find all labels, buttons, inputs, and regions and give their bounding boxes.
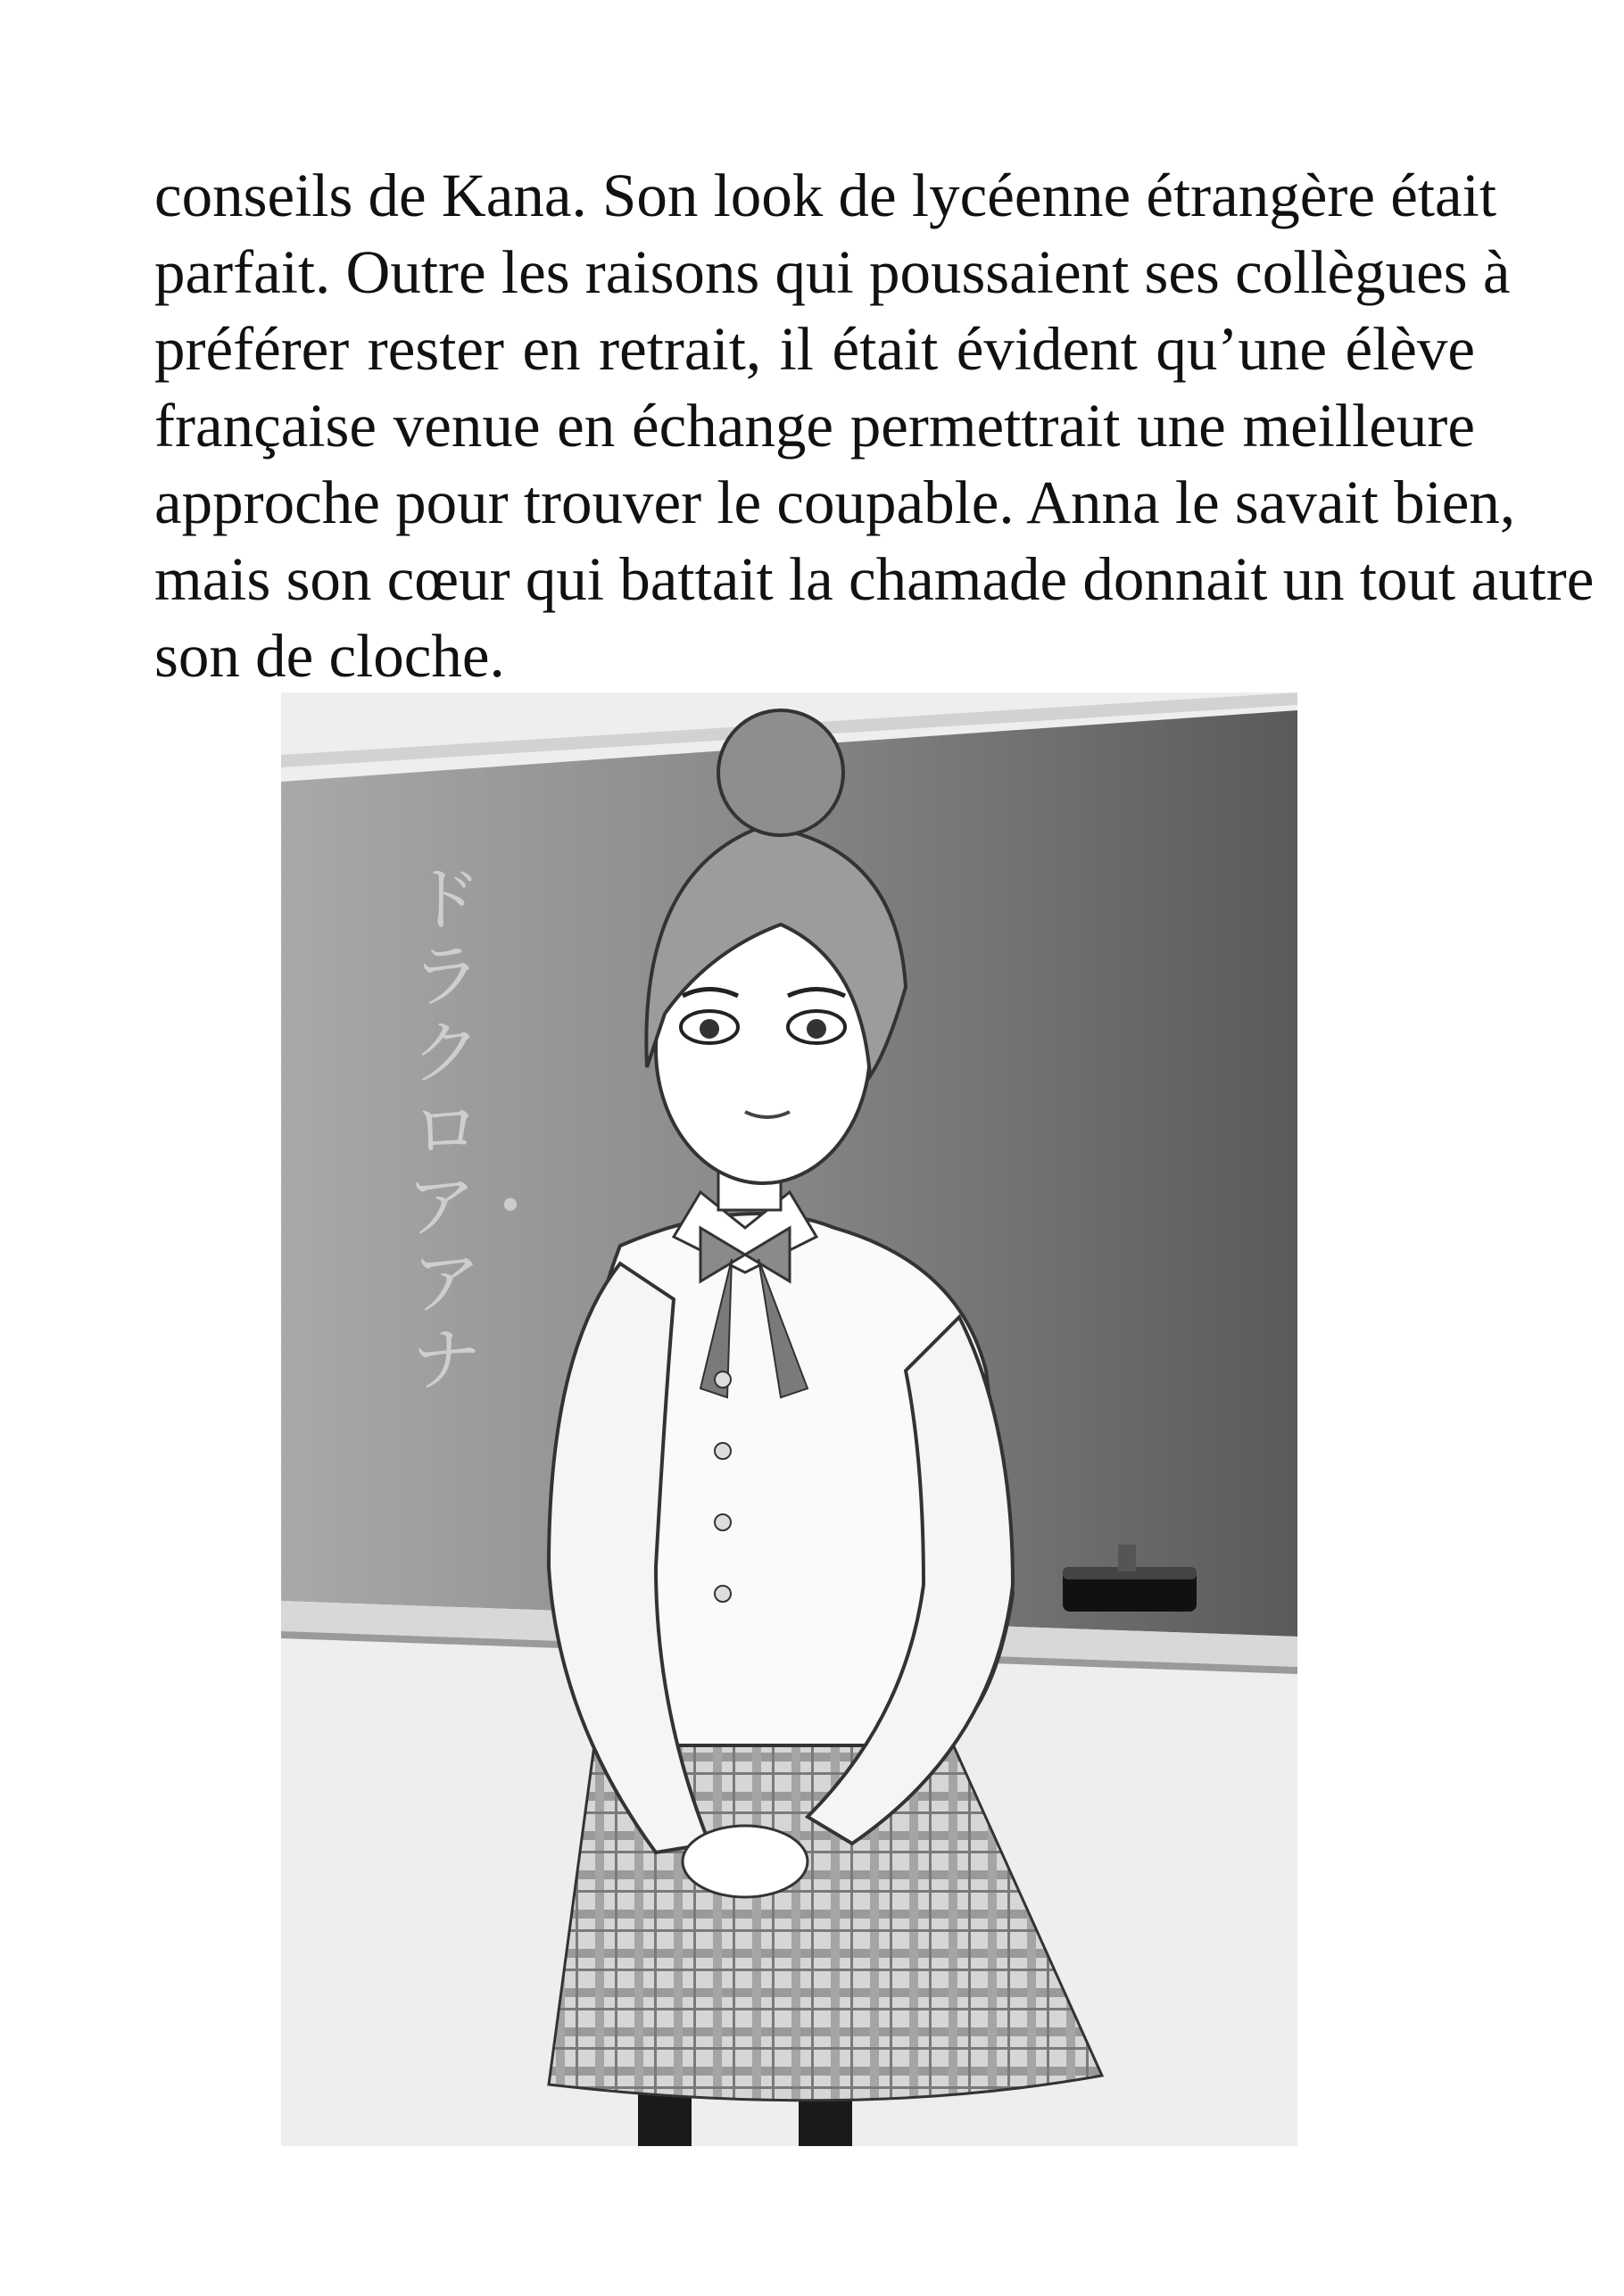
manga-illustration [281,692,1297,2146]
text-line: mais son cœur qui battait la chamade donnait un tout autre [154,545,1595,613]
hands [683,1826,808,1897]
blackboard-katakana: ドラクロア・アナ [406,860,546,1401]
body-text [154,157,1595,694]
text-line: son de cloche. [154,622,505,690]
text-line: préférer rester en retrait, il était évident qu’une élève [154,315,1475,383]
hair-bun [718,710,843,835]
text-line: approche pour trouver le coupable. Anna le savait bien, [154,468,1516,536]
text-line: française venue en échange permettrait une meilleure [154,392,1475,460]
text-line: parfait. Outre les raisons qui poussaient ses collègues à [154,238,1511,306]
text-line: conseils de Kana. Son look de lycéenne étrangère était [154,162,1496,229]
